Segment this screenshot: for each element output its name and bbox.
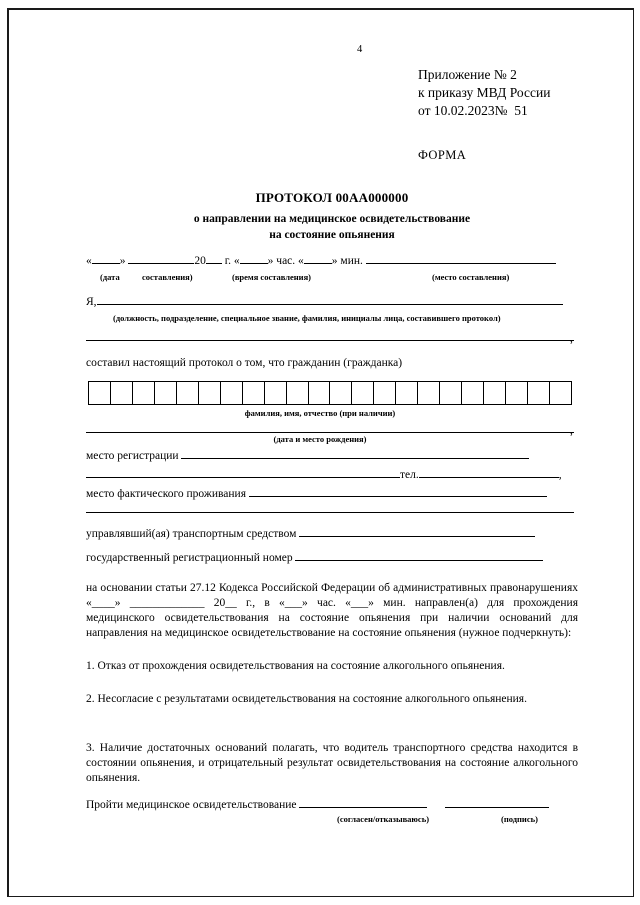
caption-birth: (дата и место рождения) [273,434,367,444]
comma-after-official: , [570,333,573,345]
comb-cell[interactable] [374,382,396,404]
quote-open-minutes: « [298,255,304,267]
official-identity-continuation-field[interactable] [86,340,574,341]
comb-cell[interactable] [111,382,133,404]
compiled-statement: составил настоящий протокол о том, что гражданин (гражданка) [86,357,403,369]
comb-cell[interactable] [484,382,506,404]
comb-cell[interactable] [265,382,287,404]
registration-field[interactable] [181,458,529,459]
caption-time: (время составления) [232,272,312,282]
scan-edge-left [7,8,9,896]
comb-cell[interactable] [330,382,352,404]
minutes-field[interactable] [304,263,332,264]
comb-cell[interactable] [89,382,111,404]
vehicle-field[interactable] [299,536,535,537]
clause-item: 1. Отказ от прохождения освидетельствования на состояние алкогольного опьянения. [86,660,505,672]
plate-line [86,552,543,564]
year-suffix: г. [224,255,232,267]
comb-cell[interactable] [155,382,177,404]
date-month-field[interactable] [128,263,194,264]
comb-cell[interactable] [287,382,309,404]
phone-field[interactable] [419,477,559,478]
comb-cell[interactable] [352,382,374,404]
comma-after-birth: , [570,425,573,437]
vehicle-line [86,528,535,540]
clause-item: 3. Наличие достаточных оснований полагать, что водитель транспортного средства находится в состоянии опьянения, и отрицательный результат освидетельствования на состояние алкогольного опьянения. [86,742,578,784]
ya-label: Я, [86,296,97,308]
comb-cell[interactable] [506,382,528,404]
registration-continuation-field[interactable] [86,477,400,478]
document-title [86,190,578,243]
caption-date-left: (дата [100,272,120,282]
comb-cell[interactable] [396,382,418,404]
date-day-field[interactable] [92,263,120,264]
caption-official: (должность, подразделение, специальное звание, фамилия, инициалы лица, составившего протокол) [113,313,501,323]
vehicle-label: управлявший(ая) транспортным средством [86,528,297,540]
phone-label: тел. [400,469,419,481]
official-identity-line [86,296,563,308]
title-subline-1: о направлении на медицинское освидетельствование [193,213,471,225]
place-of-compilation-field[interactable] [366,263,556,264]
legal-basis-paragraph: на основании статьи 27.12 Кодекса Российской Федерации об административных правонарушениях «____» _____________ 20__ г., в «___» час. «___» мин. направлен(а) для прохождения медицинского освидетельствования на состояние опьянения при наличии оснований для направления на медицинское освидетельствование на состояние опьянения (нужное подчеркнуть): [86,582,578,639]
signature-field[interactable] [445,807,549,808]
scan-edge-bottom [7,896,634,898]
phone-line [86,469,562,481]
comb-cell[interactable] [462,382,484,404]
comb-cell[interactable] [221,382,243,404]
actual-residence-label: место фактического проживания [86,488,246,500]
actual-residence-field[interactable] [249,496,547,497]
comb-cell[interactable] [418,382,440,404]
quote-open-date: « [86,255,92,267]
appendix-line-2: к приказу МВД России [418,85,551,100]
quote-open-hours: « [233,255,240,267]
appendix-line-3 [418,102,550,120]
datetime-place-line [86,255,556,267]
official-identity-field[interactable] [97,304,563,305]
appendix-order-number: 51 [514,103,528,118]
registration-line [86,450,529,462]
hours-field[interactable] [240,263,268,264]
hours-label: час. [276,255,296,267]
quote-close-minutes: » [331,255,338,267]
comb-cell[interactable] [243,382,265,404]
comb-cell[interactable] [440,382,462,404]
page-number: 4 [357,44,363,55]
consent-field[interactable] [299,807,427,808]
fio-comb-grid[interactable] [88,381,572,405]
comb-cell[interactable] [550,382,571,404]
comb-cell[interactable] [133,382,155,404]
scan-edge-top [7,8,634,10]
quote-close-date: » [119,255,126,267]
consent-signature-line [86,799,549,811]
comb-cell[interactable] [309,382,331,404]
actual-residence-line [86,488,547,500]
final-instruction-label: Пройти медицинское освидетельствование [86,799,297,811]
comb-cell[interactable] [199,382,221,404]
actual-residence-continuation-field[interactable] [86,512,574,513]
comb-cell[interactable] [177,382,199,404]
year-prefix: 20 [194,255,206,267]
clause-item: 2. Несогласие с результатами освидетельствования на состояние алкогольного опьянения. [86,693,527,705]
plate-field[interactable] [295,560,543,561]
appendix-line-1: Приложение № 2 [418,67,517,82]
plate-label: государственный регистрационный номер [86,552,293,564]
minutes-label: мин. [340,255,363,267]
caption-place: (место составления) [432,272,510,282]
comma-after-phone: , [558,469,562,481]
caption-date-right: составления) [142,272,193,282]
birth-date-place-field[interactable] [86,432,574,433]
appendix-order-date: от 10.02.2023 [418,103,495,118]
number-sign-icon: № [494,103,508,118]
appendix-reference [418,66,550,120]
caption-signature: (подпись) [501,814,538,824]
page-title: ПРОТОКОЛ 00АА000000 [255,190,409,205]
year-field[interactable] [206,263,222,264]
comb-cell[interactable] [528,382,550,404]
scan-edge-right [633,8,635,896]
caption-consent: (согласен/отказываюсь) [337,814,430,824]
title-subline-2: на состояние опьянения [269,229,395,241]
registration-label: место регистрации [86,450,179,462]
form-label: ФОРМА [418,148,467,162]
caption-fio: фамилия, имя, отчество (при наличии) [244,408,396,418]
quote-close-hours: » [267,255,274,267]
